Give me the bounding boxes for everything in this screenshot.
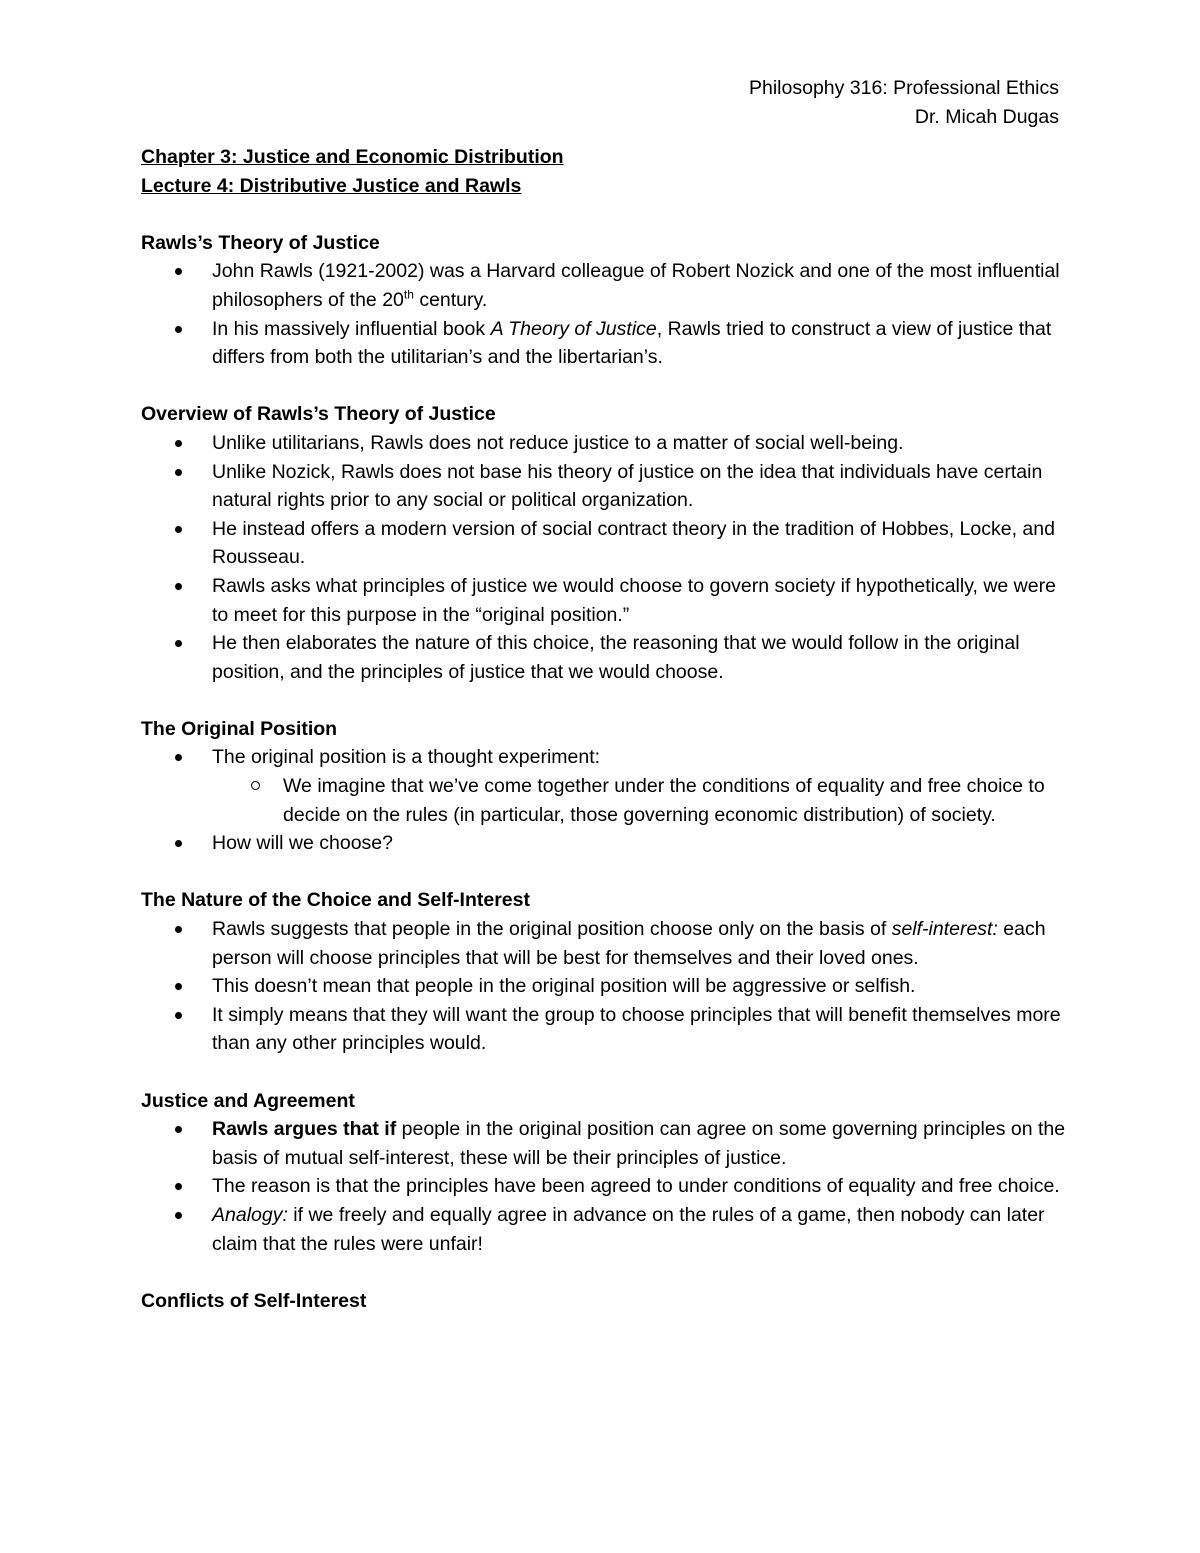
bullet-icon — [175, 440, 182, 447]
list-item: Unlike Nozick, Rawls does not base his theory of justice on the idea that individuals have certain natural rights prior to any social or political organization. — [141, 458, 1066, 515]
document-body — [141, 143, 1066, 1315]
section-title: Rawls’s Theory of Justice — [141, 231, 380, 254]
bullet-list — [141, 915, 1066, 1058]
sub-list — [212, 772, 1066, 829]
bullet-icon — [175, 1012, 182, 1019]
lecture-title: Lecture 4: Distributive Justice and Rawls — [141, 174, 522, 197]
section-theory — [141, 229, 1066, 372]
section-overview — [141, 400, 1066, 686]
bullet-icon — [175, 754, 182, 761]
bullet-icon — [175, 926, 182, 933]
list-item: Rawls asks what principles of justice we would choose to govern society if hypothetically, we were to meet for this purpose in the “original position.” — [141, 572, 1066, 629]
section-nature-of-choice — [141, 886, 1066, 1058]
list-item: Rawls argues that if people in the original position can agree on some governing principles on the basis of mutual self-interest, these will be their principles of justice. — [141, 1115, 1066, 1172]
list-item: The reason is that the principles have been agreed to under conditions of equality and free choice. — [141, 1172, 1066, 1201]
section-title: Overview of Rawls’s Theory of Justice — [141, 403, 496, 426]
bullet-icon — [175, 583, 182, 590]
list-item: In his massively influential book A Theory of Justice, Rawls tried to construct a view of justice that differs from both the utilitarian’s and the libertarian’s. — [141, 315, 1066, 372]
section-title: Justice and Agreement — [141, 1089, 355, 1112]
instructor-name: Dr. Micah Dugas — [914, 105, 1059, 128]
section-title: Conflicts of Self-Interest — [141, 1289, 367, 1312]
list-item: Analogy: if we freely and equally agree in advance on the rules of a game, then nobody can later claim that the rules were unfair! — [141, 1201, 1066, 1258]
sub-list-item: We imagine that we’ve come together under the conditions of equality and free choice to decide on the rules (in particular, those governing economic distribution) of society. — [212, 772, 1066, 829]
list-item: Rawls suggests that people in the original position choose only on the basis of self-interest: each person will choose principles that will be best for themselves and their loved ones. — [141, 915, 1066, 972]
book-title: A Theory of Justice — [490, 317, 657, 340]
bullet-list — [141, 743, 1066, 857]
chapter-title: Chapter 3: Justice and Economic Distribution — [141, 146, 564, 168]
list-item: John Rawls (1921-2002) was a Harvard colleague of Robert Nozick and one of the most influential philosophers of the 20th century. — [141, 257, 1066, 314]
hollow-bullet-icon — [251, 781, 260, 790]
bullet-icon — [175, 526, 182, 533]
bullet-list — [141, 429, 1066, 686]
bullet-icon — [175, 1212, 182, 1219]
bullet-icon — [175, 983, 182, 990]
bullet-list — [141, 1115, 1066, 1258]
list-item: The original position is a thought experiment: We imagine that we’ve come together under the conditions of equality and free choice to decide on the rules (in particular, those governing economic distribution) of society. — [141, 743, 1066, 829]
bullet-icon — [175, 640, 182, 647]
page-header — [749, 74, 1059, 131]
section-original-position — [141, 715, 1066, 858]
bullet-icon — [175, 268, 182, 275]
section-title: The Original Position — [141, 717, 338, 740]
list-item: He then elaborates the nature of this choice, the reasoning that we would follow in the original position, and the principles of justice that we would choose. — [141, 629, 1066, 686]
bullet-icon — [175, 326, 182, 333]
section-title: The Nature of the Choice and Self-Interest — [141, 889, 530, 912]
list-item: Unlike utilitarians, Rawls does not reduce justice to a matter of social well-being. — [141, 429, 1066, 458]
list-item: This doesn’t mean that people in the original position will be aggressive or selfish. — [141, 972, 1066, 1001]
list-item: How will we choose? — [141, 829, 1066, 858]
bullet-icon — [175, 840, 182, 847]
section-justice-agreement — [141, 1087, 1066, 1259]
course-title: Philosophy 316: Professional Ethics — [748, 77, 1059, 99]
list-item: It simply means that they will want the group to choose principles that will benefit themselves more than any other principles would. — [141, 1001, 1066, 1058]
bullet-icon — [175, 469, 182, 476]
section-conflicts — [141, 1287, 1066, 1316]
bullet-list — [141, 257, 1066, 371]
list-item: He instead offers a modern version of social contract theory in the tradition of Hobbes, Locke, and Rousseau. — [141, 515, 1066, 572]
bullet-icon — [175, 1126, 182, 1133]
bullet-icon — [175, 1183, 182, 1190]
